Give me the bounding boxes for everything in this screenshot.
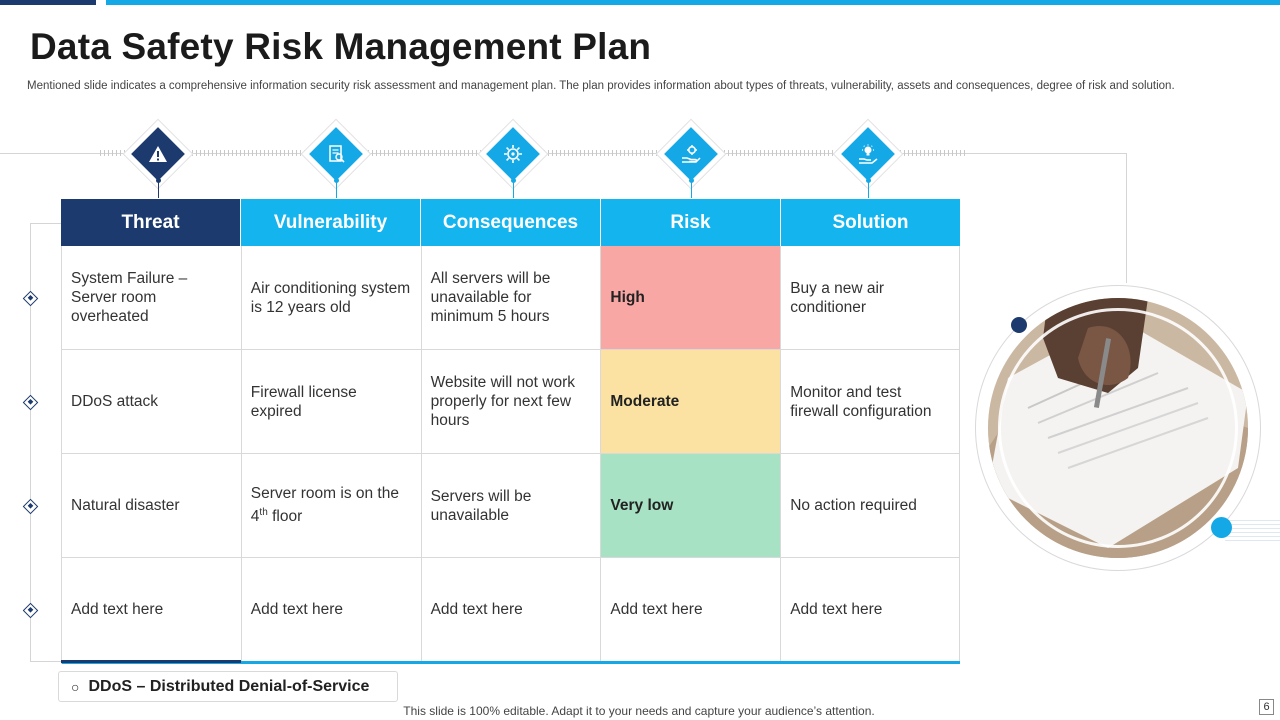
top-accent-bar-blue xyxy=(106,0,1280,5)
security-report-icon xyxy=(307,125,365,183)
table-body xyxy=(61,246,960,664)
cell-solution: No action required xyxy=(781,454,960,557)
threat-stem-dot xyxy=(156,178,161,183)
cell-threat: DDoS attack xyxy=(62,350,242,453)
cell-vulnerability-text: Server room is on the 4 xyxy=(250,485,399,526)
consequences-diamond xyxy=(484,125,542,183)
warning-icon xyxy=(129,125,187,183)
consequences-stem-dot xyxy=(511,178,516,183)
cell-threat: Add text here xyxy=(62,558,242,661)
table-row xyxy=(62,350,960,454)
gear-target-icon xyxy=(484,125,542,183)
solution-stem-dot xyxy=(866,178,871,183)
cell-solution: Monitor and test firewall configuration xyxy=(781,350,960,453)
header-solution: Solution xyxy=(781,199,960,246)
cell-vulnerability: Add text here xyxy=(242,558,422,661)
footnote-text: DDoS – Distributed Denial-of-Service xyxy=(88,677,370,695)
cell-vulnerability xyxy=(242,454,422,557)
vulnerability-diamond xyxy=(307,125,365,183)
decorative-stripes xyxy=(1225,520,1280,542)
table-row xyxy=(62,558,960,664)
bullet-icon: ○ xyxy=(71,678,80,695)
risk-table xyxy=(61,199,960,664)
connector-line-left-bottom xyxy=(30,661,62,662)
cell-risk-moderate: Moderate xyxy=(601,350,781,453)
lightbulb-hand-icon xyxy=(839,125,897,183)
risk-stem-dot xyxy=(689,178,694,183)
decorative-dot-navy xyxy=(1011,317,1027,333)
cell-risk: Add text here xyxy=(601,558,781,661)
cell-consequences: Website will not work properly for next few hours xyxy=(422,350,602,453)
header-vulnerability: Vulnerability xyxy=(241,199,421,246)
decorative-dot-blue xyxy=(1211,517,1232,538)
row-marker-3 xyxy=(23,499,39,515)
table-row xyxy=(62,246,960,350)
bottom-note: This slide is 100% editable. Adapt it to your needs and capture your audience’s attention. xyxy=(403,704,875,718)
slide-subtitle: Mentioned slide indicates a comprehensive information security risk assessment and management plan. The plan provides information about types of threats, vulnerability, assets and consequences, degree of risk and solution. xyxy=(27,80,1175,92)
page-number: 6 xyxy=(1259,699,1274,715)
cell-vulnerability: Air conditioning system is 12 years old xyxy=(242,246,422,349)
row-marker-4 xyxy=(23,603,39,619)
cell-vulnerability: Firewall license expired xyxy=(242,350,422,453)
row-marker-2 xyxy=(23,395,39,411)
connector-line-left xyxy=(30,223,31,661)
cell-solution: Buy a new air conditioner xyxy=(781,246,960,349)
connector-line-right xyxy=(1126,153,1127,283)
cell-consequences: Servers will be unavailable xyxy=(422,454,602,557)
slide-title: Data Safety Risk Management Plan xyxy=(30,26,652,67)
cell-risk-high: High xyxy=(601,246,781,349)
cell-risk-very-low: Very low xyxy=(601,454,781,557)
risk-diamond xyxy=(662,125,720,183)
table-header xyxy=(61,199,960,246)
top-accent-bar-dark xyxy=(0,0,96,5)
cell-consequences: Add text here xyxy=(422,558,602,661)
cell-vulnerability-sup: th xyxy=(259,507,268,519)
hand-gear-icon xyxy=(662,125,720,183)
table-row xyxy=(62,454,960,558)
header-threat: Threat xyxy=(61,199,241,246)
connector-line-left-top xyxy=(30,223,62,224)
cell-threat: Natural disaster xyxy=(62,454,242,557)
cell-threat: System Failure – Server room overheated xyxy=(62,246,242,349)
row-marker-1 xyxy=(23,291,39,307)
cell-vulnerability-suffix: floor xyxy=(267,508,303,526)
header-risk: Risk xyxy=(601,199,781,246)
vulnerability-stem-dot xyxy=(334,178,339,183)
photo-ring xyxy=(998,308,1238,548)
cell-consequences: All servers will be unavailable for minimum 5 hours xyxy=(422,246,602,349)
cell-solution: Add text here xyxy=(781,558,960,661)
header-consequences: Consequences xyxy=(421,199,601,246)
table-bottom-accent xyxy=(61,660,241,663)
footnote-box xyxy=(58,671,398,702)
threat-diamond xyxy=(129,125,187,183)
solution-diamond xyxy=(839,125,897,183)
